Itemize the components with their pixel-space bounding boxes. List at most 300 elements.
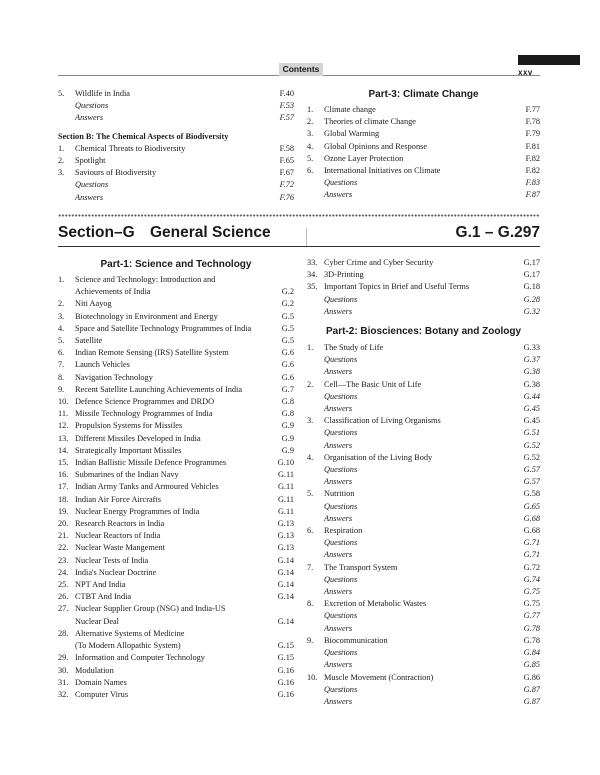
entry-title-text: Questions	[324, 355, 358, 365]
entry-page: G.57	[523, 477, 540, 487]
toc-entry	[307, 562, 540, 574]
entry-number: 1.	[58, 275, 65, 284]
section-range: G.1 – G.297	[455, 224, 540, 241]
entry-number: 11.	[58, 409, 69, 419]
entry-number: 34.	[307, 270, 318, 280]
entry-title-text: Launch Vehicles	[75, 360, 130, 370]
entry-title	[75, 665, 262, 677]
toc-entry	[58, 518, 294, 530]
entry-number: 33.	[307, 258, 318, 267]
entry-page: F.83	[525, 178, 540, 188]
entry-number: 27.	[58, 604, 69, 614]
section-b-heading: Section B: The Chemical Aspects of Biodiversity	[58, 131, 229, 141]
toc-entry	[58, 372, 294, 384]
section-label: Section–G	[58, 224, 135, 241]
entry-page: G.51	[523, 428, 540, 438]
entry-title-text: Answers	[324, 550, 353, 560]
entry-number: 15.	[58, 458, 69, 468]
entry-title-text: The Study of Life	[324, 343, 384, 353]
entry-title	[324, 464, 508, 476]
toc-entry	[58, 88, 294, 100]
entry-page: F.82	[525, 166, 540, 176]
toc-entry	[307, 635, 540, 647]
entry-page: G.87	[523, 696, 540, 706]
toc-entry	[307, 440, 540, 452]
entry-title	[324, 598, 508, 610]
entry-title	[324, 189, 508, 201]
entry-title	[75, 100, 262, 112]
entry-number: 29.	[58, 653, 69, 663]
entry-title-text: Questions	[324, 178, 358, 188]
entry-number: 5.	[58, 89, 65, 98]
entry-title-text: Nuclear Reactors of India	[75, 531, 161, 541]
entry-number: 8.	[307, 599, 314, 609]
toc-entry	[307, 379, 540, 391]
entry-title	[75, 481, 262, 493]
entry-number: 13.	[58, 433, 69, 443]
entry-title	[324, 574, 508, 586]
toc-entry	[58, 469, 294, 481]
entry-page: G.75	[523, 599, 540, 609]
entry-title-text: Answers	[75, 192, 104, 202]
entry-page: G.9	[281, 433, 294, 443]
toc-entry	[307, 366, 540, 378]
entry-number: 8.	[58, 372, 65, 382]
entry-title-text: Strategically Important Missiles	[75, 445, 182, 455]
entry-page: F.79	[525, 129, 540, 139]
entry-page: G.28	[523, 294, 540, 304]
entry-title-text: Space and Satellite Technology Programmes of India	[75, 323, 252, 333]
entry-page: G.11	[277, 470, 294, 480]
entry-title-text: Nuclear Energy Programmes of India	[75, 506, 200, 516]
entry-page: G.57	[523, 465, 540, 475]
toc-entry	[307, 610, 540, 622]
entry-title	[324, 525, 508, 537]
entry-number: 5.	[58, 336, 65, 346]
toc-entry	[58, 396, 294, 408]
entry-title-text: Modulation	[75, 665, 114, 675]
entry-title	[324, 153, 508, 165]
entry-page: G.74	[523, 574, 540, 584]
entry-title	[75, 335, 262, 347]
entry-page: G.6	[281, 348, 294, 358]
toc-entry	[307, 537, 540, 549]
entry-title-text: Chemical Threats to Biodiversity	[75, 143, 186, 153]
entry-title-text: Questions	[324, 465, 358, 475]
entry-title	[324, 141, 508, 153]
page-marker-bar	[518, 55, 580, 65]
toc-entry	[307, 141, 540, 153]
entry-number: 2.	[58, 156, 65, 166]
toc-entry	[307, 177, 540, 189]
entry-title	[75, 167, 262, 179]
entry-title-text: Niti Aayog	[75, 299, 112, 309]
entry-page: F.78	[525, 117, 540, 127]
entry-title-text: Answers	[324, 306, 353, 316]
entry-title	[324, 537, 508, 549]
toc-entry	[307, 586, 540, 598]
toc-entry	[307, 128, 540, 140]
entry-page: G.8	[281, 397, 294, 407]
entry-page: G.5	[281, 311, 294, 321]
entry-number: 6.	[307, 526, 314, 536]
toc-entry	[58, 408, 294, 420]
entry-title	[75, 457, 262, 469]
toc-entry	[58, 323, 294, 335]
entry-title-text: Answers	[75, 113, 104, 123]
entry-number: 10.	[307, 672, 318, 682]
entry-title	[324, 440, 508, 452]
toc-entry	[58, 555, 294, 567]
entry-number: 4.	[58, 323, 65, 333]
entry-title-text-line2: (To Modern Allopathic System)	[75, 641, 181, 651]
entry-title	[75, 396, 262, 408]
entry-page: F.67	[279, 168, 294, 178]
entry-title-text: Wildlife in India	[75, 89, 130, 98]
entry-page: G.52	[523, 440, 540, 450]
entry-title	[75, 298, 262, 310]
toc-entry	[58, 665, 294, 677]
toc-entry	[307, 513, 540, 525]
entry-title-text: Indian Air Force Aircrafts	[75, 494, 161, 504]
toc-entry	[58, 494, 294, 506]
entry-title	[75, 542, 262, 554]
entry-number: 3.	[307, 129, 314, 139]
entry-title-text: Questions	[324, 294, 358, 304]
entry-title	[324, 476, 508, 488]
entry-page: G.14	[277, 592, 294, 602]
toc-entry	[307, 257, 540, 269]
entry-page: G.78	[523, 623, 540, 633]
entry-page: G.15	[277, 641, 294, 651]
entry-title-text: Questions	[324, 611, 358, 621]
toc-entry	[307, 623, 540, 635]
entry-page: G.6	[281, 360, 294, 370]
entry-number: 12.	[58, 421, 69, 431]
toc-entry	[307, 153, 540, 165]
entry-page: G.33	[523, 343, 540, 353]
entry-title	[75, 408, 262, 420]
entry-page: F.87	[525, 190, 540, 200]
entry-page: G.14	[277, 616, 294, 626]
toc-entry	[307, 452, 540, 464]
entry-number: 5.	[307, 489, 314, 499]
entry-page: G.11	[277, 494, 294, 504]
entry-number: 19.	[58, 506, 69, 516]
entry-title	[324, 165, 508, 177]
entry-title	[75, 555, 262, 567]
entry-title	[75, 567, 262, 579]
entry-page: G.13	[277, 543, 294, 553]
entry-title	[324, 452, 508, 464]
entry-title-text: Computer Virus	[75, 689, 129, 699]
entry-title-text: Answers	[324, 660, 353, 670]
entry-title-text: Satellite	[75, 336, 103, 346]
entry-title-text: Questions	[324, 391, 358, 401]
entry-title-text: Domain Names	[75, 677, 127, 687]
toc-entry	[58, 530, 294, 542]
entry-page: G.8	[281, 409, 294, 419]
toc-entry	[58, 359, 294, 371]
entry-title-text: Science and Technology: Introduction and	[75, 275, 216, 284]
top-right-column	[307, 88, 540, 202]
entry-page: G.6	[281, 372, 294, 382]
toc-entry	[307, 354, 540, 366]
entry-title	[75, 677, 262, 689]
toc-entry	[307, 464, 540, 476]
entry-title-text: Saviours of Biodiversity	[75, 168, 157, 178]
entry-title-text: Cell—The Basic Unit of Life	[324, 379, 422, 389]
entry-page: G.7	[281, 384, 294, 394]
entry-page: G.38	[523, 379, 540, 389]
toc-entry	[58, 457, 294, 469]
entry-title-text: India's Nuclear Doctrine	[75, 567, 157, 577]
entry-page: G.17	[523, 270, 540, 280]
entry-page: F.72	[279, 180, 294, 190]
entry-title-text: Answers	[324, 440, 353, 450]
toc-entry	[307, 549, 540, 561]
entry-title	[324, 177, 508, 189]
entry-title	[324, 696, 508, 708]
entry-title-text: Questions	[324, 428, 358, 438]
entry-title-text: Research Reactors in India	[75, 519, 165, 529]
entry-page: G.44	[523, 391, 540, 401]
entry-page: G.2	[281, 299, 294, 309]
entry-title	[324, 391, 508, 403]
entry-title	[75, 494, 262, 506]
toc-entry	[58, 298, 294, 310]
entry-title	[324, 672, 508, 684]
entry-number: 25.	[58, 580, 69, 590]
entry-title	[75, 506, 262, 518]
toc-entry	[307, 281, 540, 293]
toc-entry	[58, 579, 294, 591]
toc-entry	[58, 628, 294, 652]
toc-entry	[307, 647, 540, 659]
entry-title-text: Important Topics in Brief and Useful Terms	[324, 282, 470, 292]
entry-title-text: Cyber Crime and Cyber Security	[324, 258, 434, 267]
entry-title-text: Questions	[324, 501, 358, 511]
column-divider-tick	[306, 228, 307, 246]
toc-entry	[307, 391, 540, 403]
entry-page: G.45	[523, 416, 540, 426]
entry-page: G.10	[277, 458, 294, 468]
entry-page: F.65	[279, 156, 294, 166]
entry-number: 31.	[58, 677, 69, 687]
entry-number: 4.	[307, 141, 314, 151]
entry-title-text: Answers	[324, 190, 353, 200]
entry-number: 4.	[307, 452, 314, 462]
toc-entry	[307, 415, 540, 427]
entry-number: 3.	[58, 311, 65, 321]
entry-page: G.13	[277, 531, 294, 541]
entry-title	[75, 689, 262, 701]
entry-title-text: Nuclear Tests of India	[75, 555, 149, 565]
entry-page: G.17	[523, 258, 540, 267]
entry-title	[324, 659, 508, 671]
entry-title	[75, 274, 262, 298]
entry-title-text: Missile Technology Programmes of India	[75, 409, 213, 419]
entry-page: F.57	[279, 113, 294, 123]
entry-title	[75, 192, 262, 204]
part3-title: Part-3: Climate Change	[368, 89, 479, 100]
entry-page: G.86	[523, 672, 540, 682]
toc-entry	[58, 542, 294, 554]
toc-entry	[58, 567, 294, 579]
entry-title-text: Indian Remote Sensing (IRS) Satellite System	[75, 348, 229, 358]
entry-page: G.65	[523, 501, 540, 511]
entry-title	[324, 623, 508, 635]
entry-page: G.9	[281, 421, 294, 431]
entry-title-text: Climate change	[324, 105, 376, 114]
entry-page: G.16	[277, 665, 294, 675]
entry-number: 24.	[58, 567, 69, 577]
entry-number: 30.	[58, 665, 69, 675]
entry-number: 7.	[58, 360, 65, 370]
entry-title-text: Alternative Systems of Medicine	[75, 628, 185, 638]
toc-entry	[58, 274, 294, 298]
toc-entry	[58, 192, 294, 204]
entry-title-text: Questions	[324, 684, 358, 694]
entry-title	[324, 403, 508, 415]
entry-title	[324, 549, 508, 561]
entry-title-text: Muscle Movement (Contraction)	[324, 672, 434, 682]
entry-title-text: Answers	[324, 367, 353, 377]
entry-title	[75, 433, 262, 445]
toc-entry	[58, 179, 294, 191]
toc-entry	[307, 104, 540, 116]
toc-entry	[307, 684, 540, 696]
entry-title-text: Spotlight	[75, 156, 106, 166]
entry-number: 3.	[58, 168, 65, 178]
entry-page: G.71	[523, 550, 540, 560]
toc-entry	[307, 294, 540, 306]
toc-entry	[58, 420, 294, 432]
toc-entry	[307, 659, 540, 671]
entry-title	[324, 342, 508, 354]
entry-page: G.2	[281, 287, 294, 297]
entry-title-text: Questions	[75, 101, 109, 111]
entry-title-text: NPT And India	[75, 580, 126, 590]
entry-number: 14.	[58, 445, 69, 455]
entry-page: G.71	[523, 538, 540, 548]
entry-title-text: Questions	[324, 538, 358, 548]
entry-title	[324, 366, 508, 378]
entry-title-text: Answers	[324, 587, 353, 597]
entry-title-text: Indian Army Tanks and Armoured Vehicles	[75, 482, 219, 492]
entry-title-text: Information and Computer Technology	[75, 653, 205, 663]
toc-entry	[58, 689, 294, 701]
entry-title-text: Global Warming	[324, 129, 380, 139]
entry-number: 7.	[307, 562, 314, 572]
entry-title-text: International Initiatives on Climate	[324, 166, 441, 176]
toc-entry	[307, 342, 540, 354]
toc-entry	[307, 189, 540, 201]
entry-title	[75, 384, 262, 396]
entry-title	[75, 143, 262, 155]
entry-title-text: Indian Ballistic Missile Defence Programmes	[75, 458, 227, 468]
entry-title	[324, 610, 508, 622]
entry-title	[324, 501, 508, 513]
entry-number: 20.	[58, 519, 69, 529]
entry-title	[324, 116, 508, 128]
entry-title	[75, 652, 262, 664]
entry-title	[324, 684, 508, 696]
entry-number: 5.	[307, 153, 314, 163]
entry-title-text: Organisation of the Living Body	[324, 452, 433, 462]
entry-title	[324, 128, 508, 140]
toc-entry	[58, 652, 294, 664]
entry-number: 9.	[307, 635, 314, 645]
entry-page: G.16	[277, 689, 294, 699]
entry-title-text: Questions	[324, 574, 358, 584]
entry-number: 1.	[58, 143, 65, 153]
entry-title-text: The Transport System	[324, 562, 398, 572]
entry-number: 26.	[58, 592, 69, 602]
toc-entry	[307, 403, 540, 415]
entry-title	[75, 591, 262, 603]
toc-entry	[307, 574, 540, 586]
toc-entry	[307, 476, 540, 488]
entry-page: F.82	[525, 153, 540, 163]
entry-title	[324, 104, 508, 116]
toc-entry	[58, 311, 294, 323]
entry-title	[75, 347, 262, 359]
entry-number: 28.	[58, 628, 69, 638]
entry-number: 22.	[58, 543, 69, 553]
toc-entry	[307, 306, 540, 318]
entry-title	[324, 257, 508, 269]
entry-number: 3.	[307, 416, 314, 426]
toc-entry	[58, 155, 294, 167]
bottom-right-column	[307, 257, 540, 708]
entry-title-text: Nuclear Waste Mangement	[75, 543, 165, 553]
toc-entry	[58, 112, 294, 124]
entry-title-text: Defence Science Programmes and DRDO	[75, 397, 215, 407]
entry-number: 35.	[307, 282, 318, 292]
entry-number: 10.	[58, 397, 69, 407]
entry-title	[324, 379, 508, 391]
entry-title	[324, 635, 508, 647]
entry-number: 23.	[58, 555, 69, 565]
toc-entry	[307, 165, 540, 177]
entry-page: G.5	[281, 336, 294, 346]
entry-title-text: Answers	[324, 404, 353, 414]
entry-title-text: Propulsion Systems for Missiles	[75, 421, 183, 431]
entry-title-text: Questions	[75, 180, 109, 190]
top-left-column	[58, 88, 294, 204]
entry-page: G.68	[523, 526, 540, 536]
entry-title-text: Theories of climate Change	[324, 117, 416, 127]
entry-number: 6.	[58, 348, 65, 358]
entry-page: F.53	[279, 101, 294, 111]
entry-number: 1.	[307, 105, 314, 114]
entry-title	[324, 513, 508, 525]
entry-page: G.9	[281, 445, 294, 455]
entry-title-text: Different Missiles Developed in India	[75, 433, 201, 443]
entry-page: G.52	[523, 452, 540, 462]
toc-entry	[58, 591, 294, 603]
entry-page: G.16	[277, 677, 294, 687]
entry-number: 2.	[307, 117, 314, 127]
entry-title	[324, 354, 508, 366]
entry-page: G.14	[277, 555, 294, 565]
toc-entry	[307, 672, 540, 684]
entry-page: G.13	[277, 519, 294, 529]
section-divider	[58, 214, 540, 217]
entry-title-text: 3D-Printing	[324, 270, 364, 280]
entry-title	[324, 586, 508, 598]
